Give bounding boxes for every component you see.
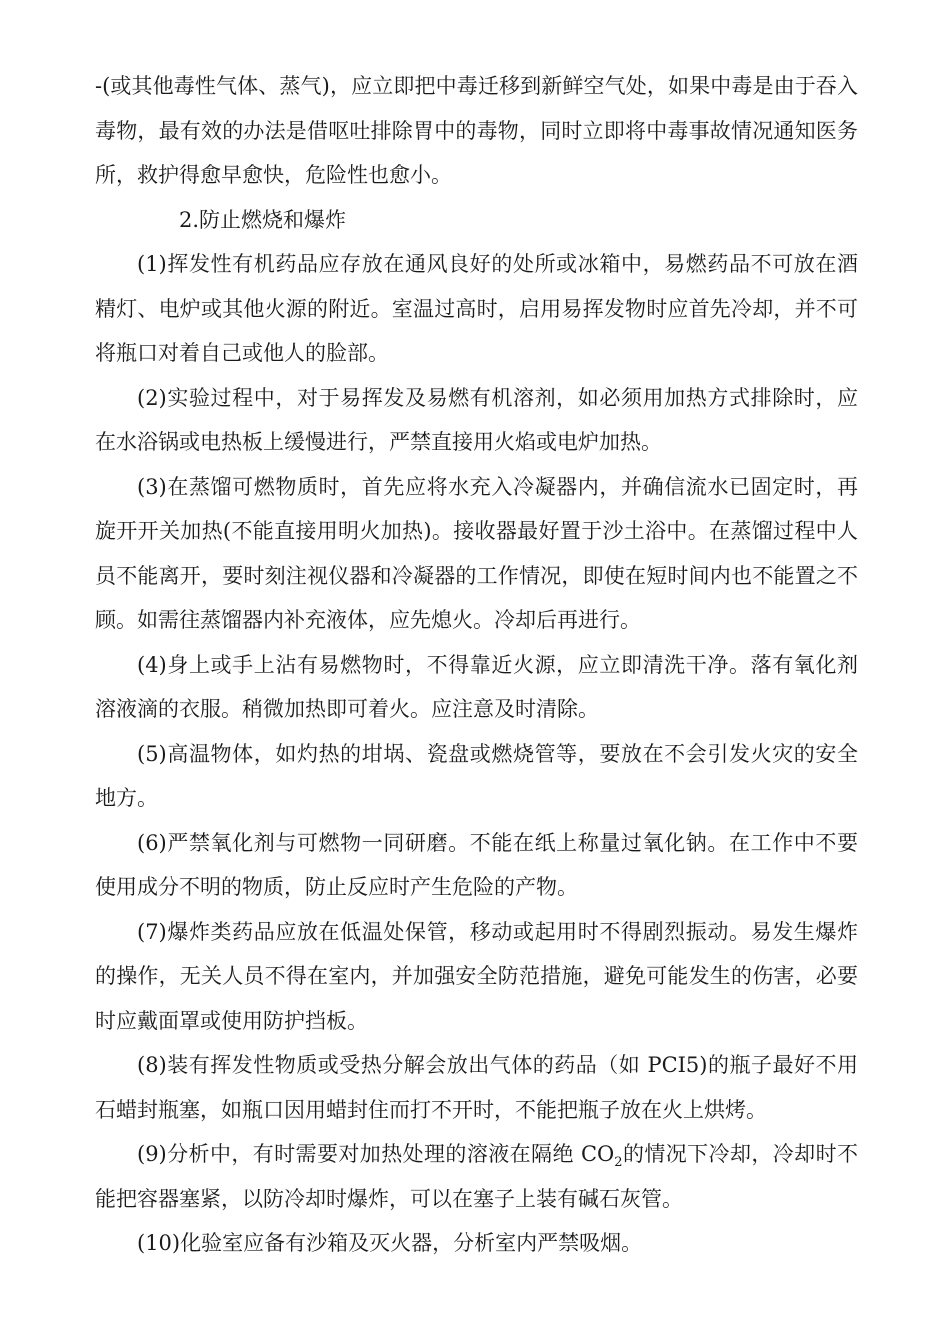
paragraph-poisoning-continued: -(或其他毒性气体、蒸气)，应立即把中毒迁移到新鲜空气处，如果中毒是由于吞入毒物，最有效的办法是借呕吐排除胃中的毒物，同时立即将中毒事故情况通知医务所，救护得愈早愈快，危险性也愈小。 (95, 74, 858, 187)
paragraph-item-9-before: (9)分析中，有时需要对加热处理的溶液在隔绝 CO (137, 1142, 615, 1166)
paragraph-item-10: (10)化验室应备有沙箱及灭火器，分析室内严禁吸烟。 (137, 1231, 643, 1255)
paragraph-item-6: (6)严禁氧化剂与可燃物一同研磨。不能在纸上称量过氧化钠。在工作中不要使用成分不明的物质，防止反应时产生危险的产物。 (95, 830, 858, 899)
section-heading-fire-explosion: 2.防止燃烧和爆炸 (179, 207, 347, 232)
paragraph-item-1: (1)挥发性有机药品应存放在通风良好的处所或冰箱中，易燃药品不可放在酒精灯、电炉或其他火源的附近。室温过高时，启用易挥发物时应首先冷却，并不可将瓶口对着自己或他人的脸部。 (95, 252, 858, 365)
co2-subscript: 2 (614, 1155, 623, 1170)
paragraph-item-9 (95, 1132, 858, 1221)
paragraph-item-4: (4)身上或手上沾有易燃物时，不得靠近火源，应立即清洗干净。落有氧化剂溶液滴的衣服。稍微加热即可着火。应注意及时清除。 (95, 652, 858, 721)
paragraph-item-8: (8)装有挥发性物质或受热分解会放出气体的药品（如 PCI5)的瓶子最好不用石蜡封瓶塞，如瓶口因用蜡封住而打不开时，不能把瓶子放在火上烘烤。 (95, 1053, 858, 1122)
document-page (95, 64, 858, 1266)
paragraph-item-2: (2)实验过程中，对于易挥发及易燃有机溶剂，如必须用加热方式排除时，应在水浴锅或电热板上缓慢进行，严禁直接用火焰或电炉加热。 (95, 385, 858, 454)
paragraph-item-9-after: 的情况下冷却，冷却时不能把容器塞紧，以防冷却时爆炸，可以在塞子上装有碱石灰管。 (95, 1142, 858, 1211)
paragraph-item-3: (3)在蒸馏可燃物质时，首先应将水充入冷凝器内，并确信流水已固定时，再旋开开关加热(不能直接用明火加热)。接收器最好置于沙土浴中。在蒸馏过程中人员不能离开，要时刻注视仪器和冷凝器的工作情况，即使在短时间内也不能置之不顾。如需往蒸馏器内补充液体，应先熄火。冷却后再进行。 (95, 474, 858, 632)
paragraph-item-5: (5)高温物体，如灼热的坩埚、瓷盘或燃烧管等，要放在不会引发火灾的安全地方。 (95, 741, 858, 810)
paragraph-item-7: (7)爆炸类药品应放在低温处保管，移动或起用时不得剧烈振动。易发生爆炸的操作，无关人员不得在室内，并加强安全防范措施，避免可能发生的伤害，必要时应戴面罩或使用防护挡板。 (95, 919, 858, 1033)
